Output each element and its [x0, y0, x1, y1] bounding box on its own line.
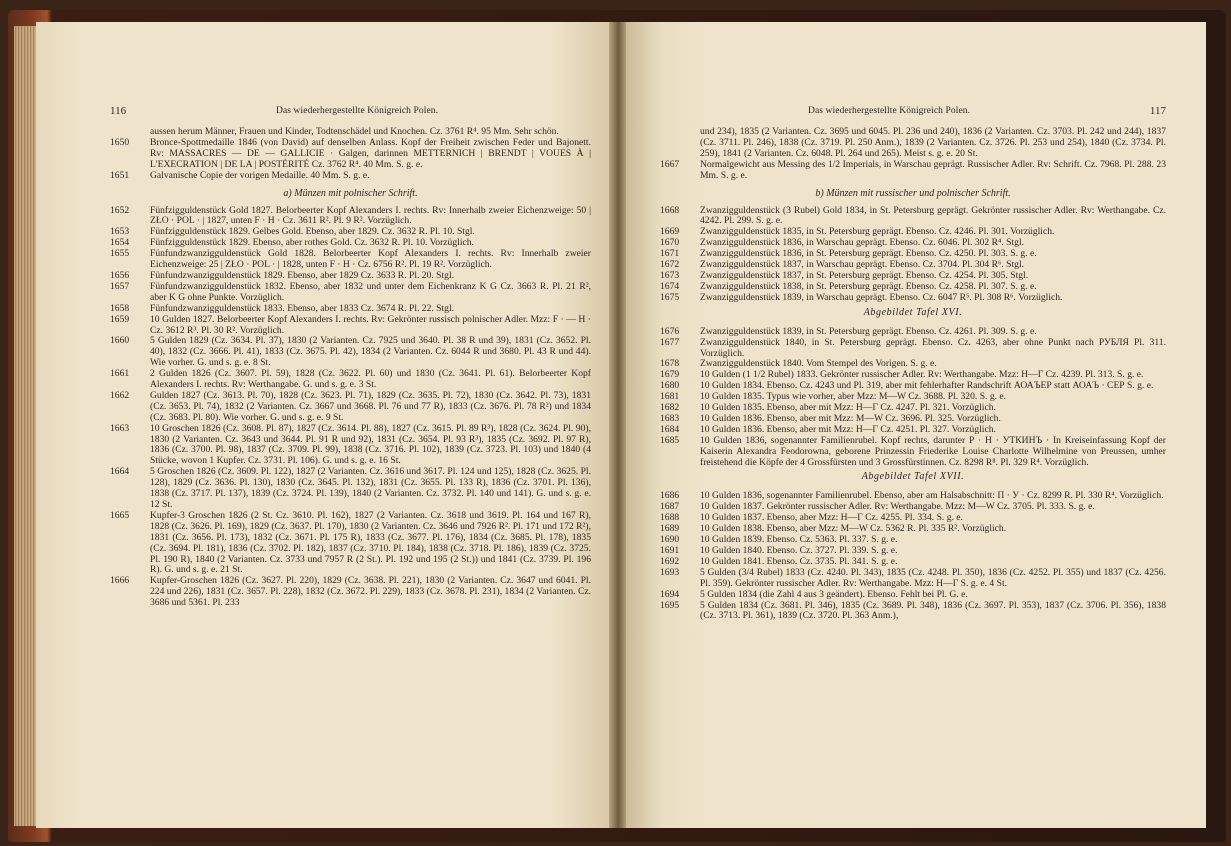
intro-text: aussen herum Männer, Frauen und Kinder, Todtenschädel und Knochen. Cz. 3761 R⁴. 95 Mm. Sehr schön. [150, 126, 559, 137]
entry-text: 10 Gulden 1837. Gekrönter russischer Adler. Rv: Werthangabe. Mzz: M—W Cz. 3705. Pl. 333. S. g. e. [700, 501, 1095, 513]
entry-text: 10 Gulden (1 1/2 Rubel) 1833. Gekrönter russischer Adler. Rv: Werthangabe. Mzz: Н—Г Cz. 4239. Pl. 313. S. g. e. [700, 369, 1144, 381]
entry-number: 1685 [660, 434, 680, 446]
plate-caption-16: Abgebildet Tafel XVI. [863, 306, 963, 318]
entry-number: 1680 [660, 380, 680, 392]
entry-text: Zwanzigguldenstück 1840. Vom Stempel des Vorigen. S. g. e. [700, 358, 937, 370]
page-block-edge [14, 26, 36, 826]
entry-text: 10 Gulden 1834. Ebenso. Cz. 4243 und Pl. 319, aber mit fehlerhafter Randschrift АОАЪЕР statt АОАЪ · СЕР S. g. e. [700, 380, 1154, 392]
entry-number: 1656 [110, 269, 130, 281]
entry-number: 1653 [110, 226, 130, 238]
entry-number: 1670 [660, 237, 680, 249]
entry-number: 1683 [660, 412, 680, 424]
entry-text: 5 Gulden 1829 (Cz. 3634. Pl. 37), 1830 (2 Varianten. Cz. 7925 und 3640. Pl. 38 R und 39), 1831 (Cz. 3652. Pl. 40), 1832 (Cz. 3666. Pl. 41), 1833 (Cz. 3675. Pl. 42), 1834 (2 Varianten. Cz. 6044 R und 3680. Pl. 43 R und 44). Wie vorher. G. und s. g. e. 8 St. [150, 335, 591, 369]
entry-text: Zwanzigguldenstück 1835, in St. Petersburg geprägt. Ebenso. Cz. 4246. Pl. 301. Vorzüglich. [700, 226, 1055, 238]
entry-number: 1668 [660, 204, 680, 216]
left-section-title: a) Münzen mit polnischer Schrift. [283, 187, 418, 199]
entry-number: 1664 [110, 466, 130, 478]
entry-number: 1672 [660, 259, 680, 271]
book-gutter [609, 22, 626, 828]
catalog-entry [110, 511, 591, 576]
entry-number: 1651 [110, 169, 130, 181]
catalog-entry [110, 467, 591, 511]
entry-text: Zwanzigguldenstück 1840, in St. Petersburg geprägt. Ebenso. Cz. 4263, aber ohne Punkt nach РУБЛЯ Pl. 311. Vorzüglich. [700, 336, 1166, 359]
catalog-entry [110, 171, 591, 182]
catalog-entry [110, 391, 591, 424]
entry-text: Fünfundzwanzigguldenstück 1829. Ebenso, aber 1829 Cz. 3633 R. Pl. 20. Stgl. [150, 269, 455, 281]
entry-number: 1669 [660, 226, 680, 238]
entry-number: 1681 [660, 391, 680, 403]
entry-number: 1679 [660, 369, 680, 381]
right-page-header [660, 105, 1166, 119]
catalog-entry [660, 436, 1166, 469]
entry-text: 10 Gulden 1838. Ebenso, aber Mzz: M—W Cz. 5362 R. Pl. 335 R². Vorzüglich. [700, 523, 1007, 535]
entry-number: 1677 [660, 336, 680, 348]
entry-text: 2 Gulden 1826 (Cz. 3607. Pl. 59), 1828 (Cz. 3622. Pl. 60) und 1830 (Cz. 3641. Pl. 61). Belorbeerter Kopf Alexanders I. rechts. Rv: Werthangabe. G. und s. g. e. 3 St. [150, 368, 591, 391]
entry-number: 1688 [660, 512, 680, 524]
entry-text: Zwanzigguldenstück 1837, in St. Petersburg geprägt. Ebenso. Cz. 4254. Pl. 305. Stgl. [700, 269, 1029, 281]
entry-number: 1693 [660, 566, 680, 578]
right-page-number: 117 [1149, 105, 1166, 117]
entry-text: Zwanzigguldenstück 1837, in Warschau geprägt. Ebenso. Cz. 3704. Pl. 304 R⁶. Stgl. [700, 259, 1025, 271]
intro-text: und 234), 1835 (2 Varianten. Cz. 3695 und 6045. Pl. 236 und 240), 1836 (2 Varianten. Cz. 3703. Pl. 242 und 244), 1837 (Cz. 3711. Pl. 246), 1838 (Cz. 3719. Pl. 250 Anm.), 1839 (2 Varianten. Cz. 3726. Pl. 253 und 254), 1840 (Cz. 3734. Pl. 259), 1841 (2 Varianten. Cz. 6048. Pl. 264 und 265). Meist s. g. e. 20 St. [700, 126, 1166, 159]
entry-text: 5 Gulden 1834 (die Zahl 4 aus 3 geändert). Ebenso. Fehlt bei Pl. G. e. [700, 588, 968, 600]
entry-text: Bronce-Spottmedaille 1846 (von David) auf denselben Anlass. Kopf der Freiheit zwischen Feder und Bajonett. Rv: MASSACRES — DE — GALLICIE · Galgen, darinnen METTERNICH | BRENDT | VOUES À | L'EXECRATION | DE LA | POSTÉRITÉ Cz. 3762 R⁴. 40 Mm. S. g. e. [150, 136, 591, 170]
catalog-entry [110, 206, 591, 228]
entry-number: 1663 [110, 422, 130, 434]
left-entries-b [110, 206, 591, 610]
entry-text: 5 Gulden 1834 (Cz. 3681. Pl. 346), 1835 (Cz. 3689. Pl. 348), 1836 (Cz. 3697. Pl. 353), 1837 (Cz. 3706. Pl. 356), 1838 (Cz. 3713. Pl. 361), 1839 (Cz. 3720. Pl. 363 Anm.), [700, 599, 1166, 622]
right-running-head: Das wiederhergestellte Königreich Polen. [808, 106, 971, 116]
entry-text: Zwanzigguldenstück 1839, in Warschau geprägt. Ebenso. Cz. 6047 R⁵. Pl. 308 R⁶. Vorzüglich. [700, 291, 1063, 303]
entry-text: Fünfundzwanzigguldenstück 1833. Ebenso, aber 1833 Cz. 3674 R. Pl. 22. Stgl. [150, 302, 455, 314]
left-page-number: 116 [110, 105, 127, 117]
catalog-entry [110, 576, 591, 609]
catalog-entry [660, 160, 1166, 182]
entry-number: 1675 [660, 291, 680, 303]
catalog-entry [110, 336, 591, 369]
entry-number: 1658 [110, 302, 130, 314]
entry-number: 1671 [660, 248, 680, 260]
entry-number: 1662 [110, 389, 130, 401]
entry-text: 5 Groschen 1826 (Cz. 3609. Pl. 122), 1827 (2 Varianten. Cz. 3616 und 3617. Pl. 124 und 125), 1828 (Cz. 3625. Pl. 128), 1829 (Cz. 3636. Pl. 130), 1830 (Cz. 3645. Pl. 132), 1831 (Cz. 3655. Pl. 133 R), 1836 (Cz. 3701. Pl. 136), 1838 (Cz. 3717. Pl. 137), 1839 (Cz. 3724. Pl. 139), 1840 (2 Varianten. Cz. 3732. Pl. 140 und 141). G. und s. g. e. 12 St. [150, 466, 591, 510]
catalog-entry [110, 424, 591, 468]
catalog-entry [660, 568, 1166, 590]
entry-number: 1689 [660, 523, 680, 535]
catalog-entry [110, 138, 591, 171]
entry-number: 1690 [660, 534, 680, 546]
catalog-entry [110, 369, 591, 391]
entry-text: Fünfundzwanzigguldenstück Gold 1828. Belorbeerter Kopf Alexanders I. rechts. Rv: Innerhalb zweier Eichenzweige: 25 | ZŁO · POL · | 1828, unten F · H · Cz. 6756 R². Pl. 19 R². Vorzüglich. [150, 248, 591, 271]
left-page-header [110, 105, 591, 119]
entry-number: 1650 [110, 136, 130, 148]
entry-number: 1684 [660, 423, 680, 435]
catalog-entry [110, 315, 591, 337]
entry-text: Fünfzigguldenstück Gold 1827. Belorbeerter Kopf Alexanders I. rechts. Rv: Innerhalb zweier Eichenzweige: 50 | ZŁO · POL · | 1827, unten F · H · Cz. 3611 R². Pl. 9 R². Vorzüglich. [150, 204, 591, 227]
catalog-entry [110, 282, 591, 304]
entry-text: Zwanzigguldenstück 1838, in St. Petersburg geprägt. Ebenso. Cz. 4258. Pl. 307. S. g. e. [700, 280, 1037, 292]
catalog-entry [660, 601, 1166, 623]
entry-number: 1694 [660, 588, 680, 600]
entry-number: 1687 [660, 501, 680, 513]
entry-number: 1666 [110, 575, 130, 587]
right-intro-text [660, 127, 1166, 160]
entry-number: 1676 [660, 325, 680, 337]
right-page [626, 22, 1206, 828]
entry-number: 1657 [110, 280, 130, 292]
entry-number: 1695 [660, 599, 680, 611]
entry-text: Fünfzigguldenstück 1829. Ebenso, aber rothes Gold. Cz. 3632 R. Pl. 10. Vorzüglich. [150, 237, 474, 249]
entry-text: Kupfer-3 Groschen 1826 (2 St. Cz. 3610. Pl. 162), 1827 (2 Varianten. Cz. 3618 und 3619. Pl. 164 und 167 R), 1828 (Cz. 3626. Pl. 169), 1829 (Cz. 3637. Pl. 170), 1830 (2 Varianten. Cz. 3646 und 7926 R². Pl. 171 und 172 R²), 1831 (Cz. 3656. Pl. 173), 1832 (Cz. 3671. Pl. 175 R), 1833 (Cz. 3677. Pl. 176), 1834 (Cz. 3685. Pl. 178), 1835 (Cz. 3694. Pl. 181), 1836 (Cz. 3702. Pl. 182), 1837 (Cz. 3710. Pl. 184), 1838 (Cz. 3718. Pl. 186), 1839 (Cz. 3725. Pl. 190 R), 1840 (2 Varianten. Cz. 3733 und 7957 R (2 St.). Pl. 192 und 195 (2 St.)) und 1841 (Cz. 3739. Pl. 196 R). G. und s. g. e. 21 St. [150, 509, 591, 576]
catalog-entry [110, 249, 591, 271]
right-entries-d [660, 491, 1166, 622]
entry-number: 1665 [110, 509, 130, 521]
entry-number: 1691 [660, 545, 680, 556]
right-section-title: b) Münzen mit russischer und polnischer Schrift. [815, 187, 1011, 199]
entry-text: 10 Gulden 1836. Ebenso, aber mit Mzz: Н—Г Cz. 4251. Pl. 327. Vorzüglich. [700, 423, 996, 435]
entry-number: 1659 [110, 313, 130, 325]
entry-text: 10 Gulden 1837. Ebenso, aber Mzz: Н—Г Cz. 4255. Pl. 334. S. g. e. [700, 512, 963, 524]
right-entries-a [660, 160, 1166, 182]
entry-text: 10 Gulden 1836, sogenannter Familienrubel. Ebenso, aber am Halsabschnitt: П · У · Cz. 8299 R. Pl. 330 R⁴. Vorzüglich. [700, 490, 1164, 502]
entry-text: 10 Gulden 1835. Ebenso, aber mit Mzz: Н—Г Cz. 4247. Pl. 321. Vorzüglich. [700, 402, 996, 414]
entry-text: Fünfzigguldenstück 1829. Gelbes Gold. Ebenso, aber 1829. Cz. 3632 R. Pl. 10. Stgl. [150, 226, 475, 238]
entry-text: Galvanische Copie der vorigen Medaille. 40 Mm. S. g. e. [150, 169, 370, 181]
entry-number: 1655 [110, 248, 130, 260]
entry-text: Zwanzigguldenstück 1836, in Warschau geprägt. Ebenso. Cz. 6046. Pl. 302 R⁴. Stgl. [700, 237, 1025, 249]
catalog-entry [660, 293, 1166, 304]
entry-text: 10 Gulden 1836, sogenannter Familienrubel. Kopf rechts, darunter Р · Н · УТКИНЪ · In Kreiseinfassung Kopf der Kaiserin Alexandra Feodorowna, geborene Prinzessin Friederike Louise Charlotte Wilhelmine von Preussen, umher freistehend die Köpfe der 4 Grossfürsten und 3 Grossfürstinnen. Cz. 8298 R⁸. Pl. 329 R⁴. Vorzüglich. [700, 434, 1166, 468]
left-running-head: Das wiederhergestellte Königreich Polen. [276, 106, 439, 116]
entry-number: 1652 [110, 204, 130, 216]
left-page [36, 22, 609, 828]
entry-text: 10 Gulden 1840. Ebenso. Cz. 3727. Pl. 339. S. g. e. [700, 545, 898, 556]
entry-number: 1654 [110, 237, 130, 249]
entry-text: 10 Gulden 1839. Ebenso. Cz. 5363. Pl. 337. S. g. e. [700, 534, 898, 546]
catalog-entry [660, 338, 1166, 360]
entry-text: 10 Gulden 1836. Ebenso, aber mit Mzz: M—W Cz. 3696. Pl. 325. Vorzüglich. [700, 412, 1001, 424]
entry-number: 1661 [110, 368, 130, 380]
entry-text: 10 Gulden 1841. Ebenso. Cz. 3735. Pl. 341. S. g. e. [700, 555, 898, 567]
entry-number: 1660 [110, 335, 130, 347]
entry-number: 1686 [660, 490, 680, 502]
entry-text: Gulden 1827 (Cz. 3613. Pl. 70), 1828 (Cz. 3623. Pl. 71), 1829 (Cz. 3635. Pl. 72), 1830 (Cz. 3642. Pl. 73), 1831 (Cz. 3653. Pl. 74), 1832 (2 Varianten. Cz. 3667 und 3668. Pl. 76 und 77 R), 1833 (Cz. 3676. Pl. 78 R²) und 1834 (Cz. 3683. Pl. 80). Wie vorher. G. und s. g. e. 9 St. [150, 389, 591, 423]
entry-number: 1674 [660, 280, 680, 292]
entry-text: Zwanzigguldenstück 1839, in St. Petersburg geprägt. Ebenso. Cz. 4261. Pl. 309. S. g. e. [700, 325, 1037, 337]
entry-text: Fünfundzwanzigguldenstück 1832. Ebenso, aber 1832 und unter dem Eichenkranz K G Cz. 3663 R. Pl. 21 R², aber K G ohne Punkte. Vorzüglich. [150, 280, 591, 303]
entry-number: 1682 [660, 402, 680, 414]
entry-text: Zwanzigguldenstück (3 Rubel) Gold 1834, in St. Petersburg geprägt. Gekrönter russischer Adler. Rv: Werthangabe. Cz. 4242. Pl. 299. S. g. e. [700, 204, 1166, 227]
right-entries-c [660, 327, 1166, 469]
entry-text: Kupfer-Groschen 1826 (Cz. 3627. Pl. 220), 1829 (Cz. 3638. Pl. 221), 1830 (2 Varianten. Cz. 3647 und 6041. Pl. 224 und 226), 1831 (Cz. 3657. Pl. 228), 1832 (Cz. 3672. Pl. 229), 1833 (Cz. 3678. Pl. 231), 1834 (2 Varianten. Cz. 3686 und 5361. Pl. 233 [150, 575, 591, 609]
entry-number: 1692 [660, 555, 680, 567]
entry-text: Zwanzigguldenstück 1836, in St. Petersburg geprägt. Ebenso. Cz. 4250. Pl. 303. S. g. e. [700, 248, 1037, 260]
entry-text: 10 Groschen 1826 (Cz. 3608. Pl. 87), 1827 (Cz. 3614. Pl. 88), 1827 (Cz. 3615. Pl. 89 R³), 1828 (Cz. 3624. Pl. 90), 1830 (2 Varianten. Cz. 3643 und 3644. Pl. 91 R und 92), 1831 (Cz. 3654. Pl. 93 R³), 1835 (Cz. 3692. Pl. 97 R), 1836 (Cz. 3700. Pl. 98), 1837 (Cz. 3709. Pl. 99), 1838 (Cz. 3716. Pl. 102), 1839 (Cz. 3723. Pl. 103) und 1840 (4 Stücke, wovon 1 Kupfer. Cz. 3731. Pl. 106). G. und s. g. e. 16 St. [150, 422, 591, 467]
plate-caption-17: Abgebildet Tafel XVII. [861, 471, 965, 483]
right-entries-b [660, 206, 1166, 304]
entry-number: 1678 [660, 358, 680, 370]
entry-number: 1667 [660, 158, 680, 170]
entry-text: Normalgewicht aus Messing des 1/2 Imperials, in Warschau geprägt. Russischer Adler. Rv: Schrift. Cz. 7968. Pl. 288. 23 Mm. S. g. e. [700, 158, 1166, 181]
entry-text: 10 Gulden 1835. Typus wie vorher, aber Mzz: M—W Cz. 3688. Pl. 320. S. g. e. [700, 391, 1007, 403]
entry-number: 1673 [660, 269, 680, 281]
entry-text: 10 Gulden 1827. Belorbeerter Kopf Alexanders I. rechts. Rv: Gekrönter russisch polnischer Adler. Mzz: F · — H · Cz. 3612 R³. Pl. 30 R². Vorzüglich. [150, 313, 591, 336]
left-entries-a [110, 138, 591, 182]
catalog-entry [660, 206, 1166, 228]
entry-text: 5 Gulden (3/4 Rubel) 1833 (Cz. 4240. Pl. 343), 1835 (Cz. 4248. Pl. 350), 1836 (Cz. 4252. Pl. 355) und 1837 (Cz. 4256. Pl. 359). Gekrönter russischer Adler. Rv: Werthangabe. Mzz: Н—Г S. g. e. 4 St. [700, 566, 1166, 589]
